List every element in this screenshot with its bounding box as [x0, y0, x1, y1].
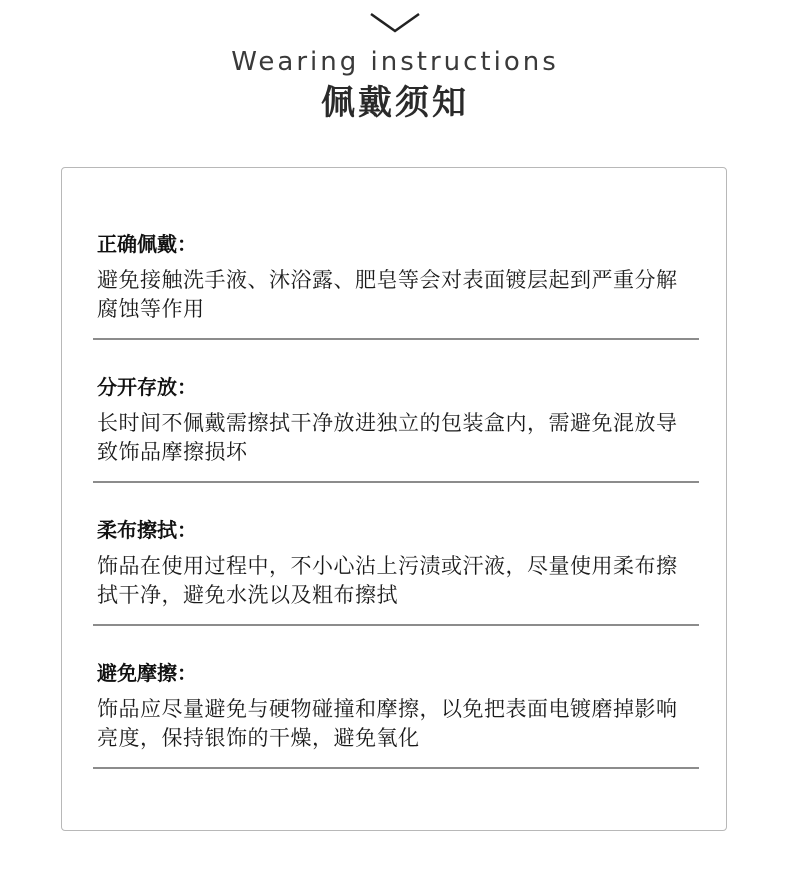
instruction-section-soft-cloth — [93, 514, 699, 626]
section-heading: 柔布擦拭： — [97, 518, 197, 542]
section-heading: 分开存放： — [97, 375, 197, 399]
instructions-card — [61, 167, 727, 831]
section-heading: 正确佩戴： — [97, 232, 197, 256]
page-title-chinese: 佩戴须知 — [321, 83, 469, 123]
section-body: 长时间不佩戴需擦拭干净放进独立的包装盒内，需避免混放导致饰品摩擦损坏 — [97, 411, 678, 464]
page-title-english: Wearing instructions — [231, 47, 559, 77]
section-body: 避免接触洗手液、沐浴露、肥皂等会对表面镀层起到严重分解腐蚀等作用 — [97, 268, 678, 321]
instruction-section-avoid-friction — [93, 657, 699, 769]
section-heading: 避免摩擦： — [97, 661, 197, 685]
instruction-section-store-separately — [93, 371, 699, 483]
chevron-down-icon — [368, 10, 422, 36]
section-body: 饰品在使用过程中，不小心沾上污渍或汗液，尽量使用柔布擦拭干净，避免水洗以及粗布擦拭 — [97, 554, 678, 607]
section-body: 饰品应尽量避免与硬物碰撞和摩擦，以免把表面电镀磨掉影响亮度，保持银饰的干燥，避免氧化 — [97, 697, 678, 750]
instruction-section-wear-correctly — [93, 228, 699, 340]
